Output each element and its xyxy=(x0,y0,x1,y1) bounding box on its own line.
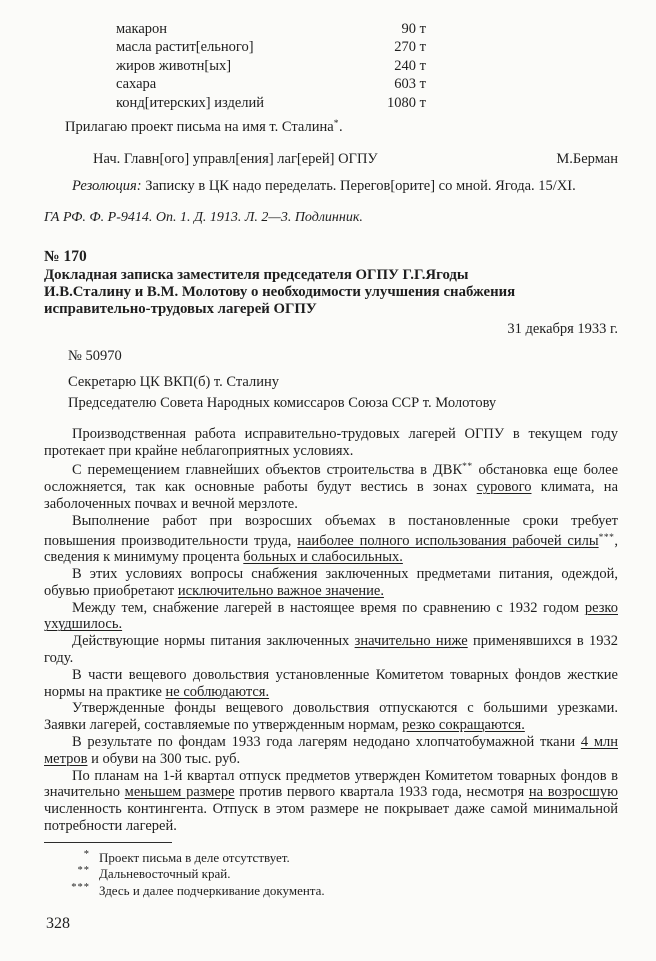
document-outgoing-number: № 50970 xyxy=(68,347,122,364)
document-body xyxy=(44,426,618,835)
footnote-separator xyxy=(44,842,172,843)
supply-list-row xyxy=(116,57,426,75)
body-paragraph: Между тем, снабжение лагерей в настоящее время по сравнению с 1932 годом резко ухудшилось. xyxy=(44,599,618,633)
supply-list-row xyxy=(116,38,426,56)
footnote-row xyxy=(44,866,618,881)
archive-reference: ГА РФ. Ф. Р-9414. Оп. 1. Д. 1913. Л. 2—3. Подлинник. xyxy=(44,209,363,225)
supply-item-quantity: 270 т xyxy=(394,39,426,56)
document-number-heading: № 170 xyxy=(44,247,87,265)
footnote-text: Проект письма в деле отсутствует. xyxy=(99,849,290,865)
signature-title: Нач. Главн[ого] управл[ения] лаг[ерей] ОГПУ xyxy=(93,150,378,167)
supply-list-row xyxy=(116,94,426,112)
supply-list xyxy=(116,20,426,112)
body-paragraph: В этих условиях вопросы снабжения заключенных предметами питания, одеждой, обувью приобретают исключительно важное значение. xyxy=(44,566,618,599)
document-title-line: Докладная записка заместителя председателя ОГПУ Г.Г.Ягоды xyxy=(44,266,469,283)
body-paragraph: Производственная работа исправительно-трудовых лагерей ОГПУ в текущем году протекает при крайне неблагоприятных условиях. xyxy=(44,425,618,459)
footnote-mark: ** xyxy=(77,865,90,877)
supply-item-quantity: 90 т xyxy=(401,21,426,37)
footnotes xyxy=(44,842,618,898)
supply-item-quantity: 1080 т xyxy=(387,94,426,111)
supply-item-name: конд[итерских] изделий xyxy=(116,94,265,111)
supply-item-name: масла растит[ельного] xyxy=(116,39,254,56)
resolution-note: Резолюция: Записку в ЦК надо переделать. Перегов[орите] со мной. Ягода. 15/XI. xyxy=(72,177,576,194)
supply-item-name: макарон xyxy=(116,21,168,37)
footnote-mark: *** xyxy=(71,881,90,893)
addressees xyxy=(68,372,618,415)
supply-item-quantity: 603 т xyxy=(394,76,426,93)
document-title xyxy=(44,267,618,319)
supply-item-name: жиров животн[ых] xyxy=(116,57,232,74)
supply-list-row xyxy=(116,75,426,93)
body-paragraph: С перемещением главнейших объектов строительства в ДВК** обстановка еще более осложняется, так как основные работы будут вестись в зонах сурового климата, на заболоченных почвах и вечной мерзлоте. xyxy=(44,462,619,512)
supply-list-row xyxy=(116,20,426,38)
document-date: 31 декабря 1933 г. xyxy=(507,320,618,337)
footnote-text: Здесь и далее подчеркивание документа. xyxy=(99,882,325,898)
footnote-row xyxy=(44,883,618,898)
attachment-note: Прилагаю проект письма на имя т. Сталина*. xyxy=(65,119,343,136)
page-number: 328 xyxy=(46,915,70,932)
footnote-text: Дальневосточный край. xyxy=(99,866,231,882)
footnote-mark: * xyxy=(83,848,90,860)
body-paragraph: По планам на 1-й квартал отпуск предметов утвержден Комитетом товарных фондов в значительно меньшем размере против первого квартала 1933 года, несмотря на возросшую численность контингента. Отпуск в этом размере не покрывает даже самой минимальной потребности лагерей. xyxy=(44,767,618,835)
addressee-line: Председателю Совета Народных комиссаров Союза ССР т. Молотову xyxy=(68,395,497,412)
body-paragraph: В результате по фондам 1933 года лагерям недодано хлопчатобумажной ткани 4 млн метров и обуви на 300 тыс. руб. xyxy=(44,734,619,767)
document-title-line: исправительно-трудовых лагерей ОГПУ xyxy=(44,301,317,318)
supply-item-name: сахара xyxy=(116,76,157,93)
body-paragraph: Действующие нормы питания заключенных значительно ниже применявшихся в 1932 году. xyxy=(44,633,618,667)
body-paragraph: Утвержденные фонды вещевого довольствия отпускаются с большими урезками. Заявки лагерей, составляемые по утвержденным нормам, резко сокращаются. xyxy=(44,700,618,734)
signature-row xyxy=(44,151,618,168)
footnote-row xyxy=(44,850,618,865)
body-paragraph: Выполнение работ при возросших объемах в постановленные сроки требует повышения производительности труда, наиболее полного использования рабочей силы***, сведения к минимуму процента больных и слабосильных. xyxy=(44,512,618,566)
supply-item-quantity: 240 т xyxy=(394,57,426,74)
addressee-line: Секретарю ЦК ВКП(б) т. Сталину xyxy=(68,373,279,390)
document-title-line: И.В.Сталину и В.М. Молотову о необходимости улучшения снабжения xyxy=(44,284,516,301)
signature-name: М.Берман xyxy=(556,150,618,167)
body-paragraph: В части вещевого довольствия установленные Комитетом товарных фондов жесткие нормы на практике не соблюдаются. xyxy=(44,666,618,700)
